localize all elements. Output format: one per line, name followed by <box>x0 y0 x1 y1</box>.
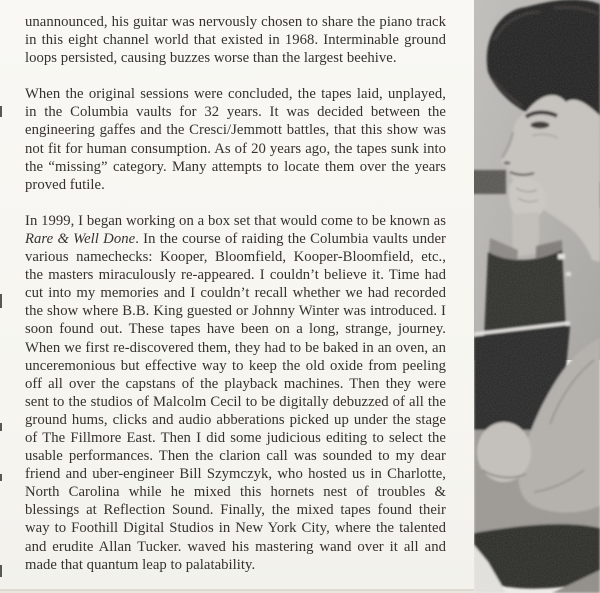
paragraph-text: When the original sessions were concluded, the tapes laid, unplayed, in the Columbia vaults for 32 years. It was decided between the engineering gaffes and the Cresci/Jemmott battles, that this show was not fit for human consumption. As of 20 years ago, the tapes sunk into the “missing” category. Many attempts to locate them over the years proved futile. <box>25 86 446 193</box>
musician-photo-svg <box>474 0 600 593</box>
scan-edge-mark <box>0 294 2 308</box>
paragraph-text: . In the course of raiding the Columbia vaults under various namechecks: Kooper, Bloomfield, Kooper-Bloomfield, etc., the masters miraculously re-appeared. I couldn’t believe it. Time had cut into my memories and I couldn’t recall whether we had recorded the show where B.B. King guested or Johnny Winter was introduced. I soon found out. These tapes have been on a long, strange, journey. When we first re-discovered them, they had to be baked in an oven, an unceremonious but effective way to keep the old oxide from peeling off all over the capstans of the playback machines. Then they were sent to the studios of Malcolm Cecil to be digitally debuzzed of all the ground hums, clicks and audio abberations picked up under the stage of The Fillmore East. Then I did some judicious editing to select the usable performances. Then the clarion call was sounded to my dear friend and uber-engineer Bill Szymczyk, who hosted us in Charlotte, North Carolina while he mixed this hornets nest of troubles & blessings at Reflection Sound. Finally, the mixed tapes found their way to Foothill Digital Studios in New York City, where the talented and erudite Allan Tucker. waved his mastering wand over it all and made that quantum leap to palatability. <box>25 230 446 573</box>
scan-edge-mark <box>0 106 2 117</box>
paragraph-text: In 1999, I began working on a box set that would come to be known as <box>25 212 446 229</box>
album-title-italic: Rare & Well Done <box>25 230 136 247</box>
paragraph <box>25 13 446 67</box>
scan-edge-mark <box>0 474 2 481</box>
scan-edge-mark <box>0 565 2 577</box>
paragraph <box>25 212 446 574</box>
paragraph <box>25 85 446 194</box>
film-grain-overlay <box>474 0 600 593</box>
scan-edge-mark <box>0 423 2 431</box>
liner-notes-text <box>25 13 446 592</box>
musician-photo <box>474 0 600 593</box>
paragraph-text: unannounced, his guitar was nervously chosen to share the piano track in this eight channel world that existed in 1968. Interminable ground loops persisted, causing buzzes worse than the largest beehive. <box>25 14 446 67</box>
